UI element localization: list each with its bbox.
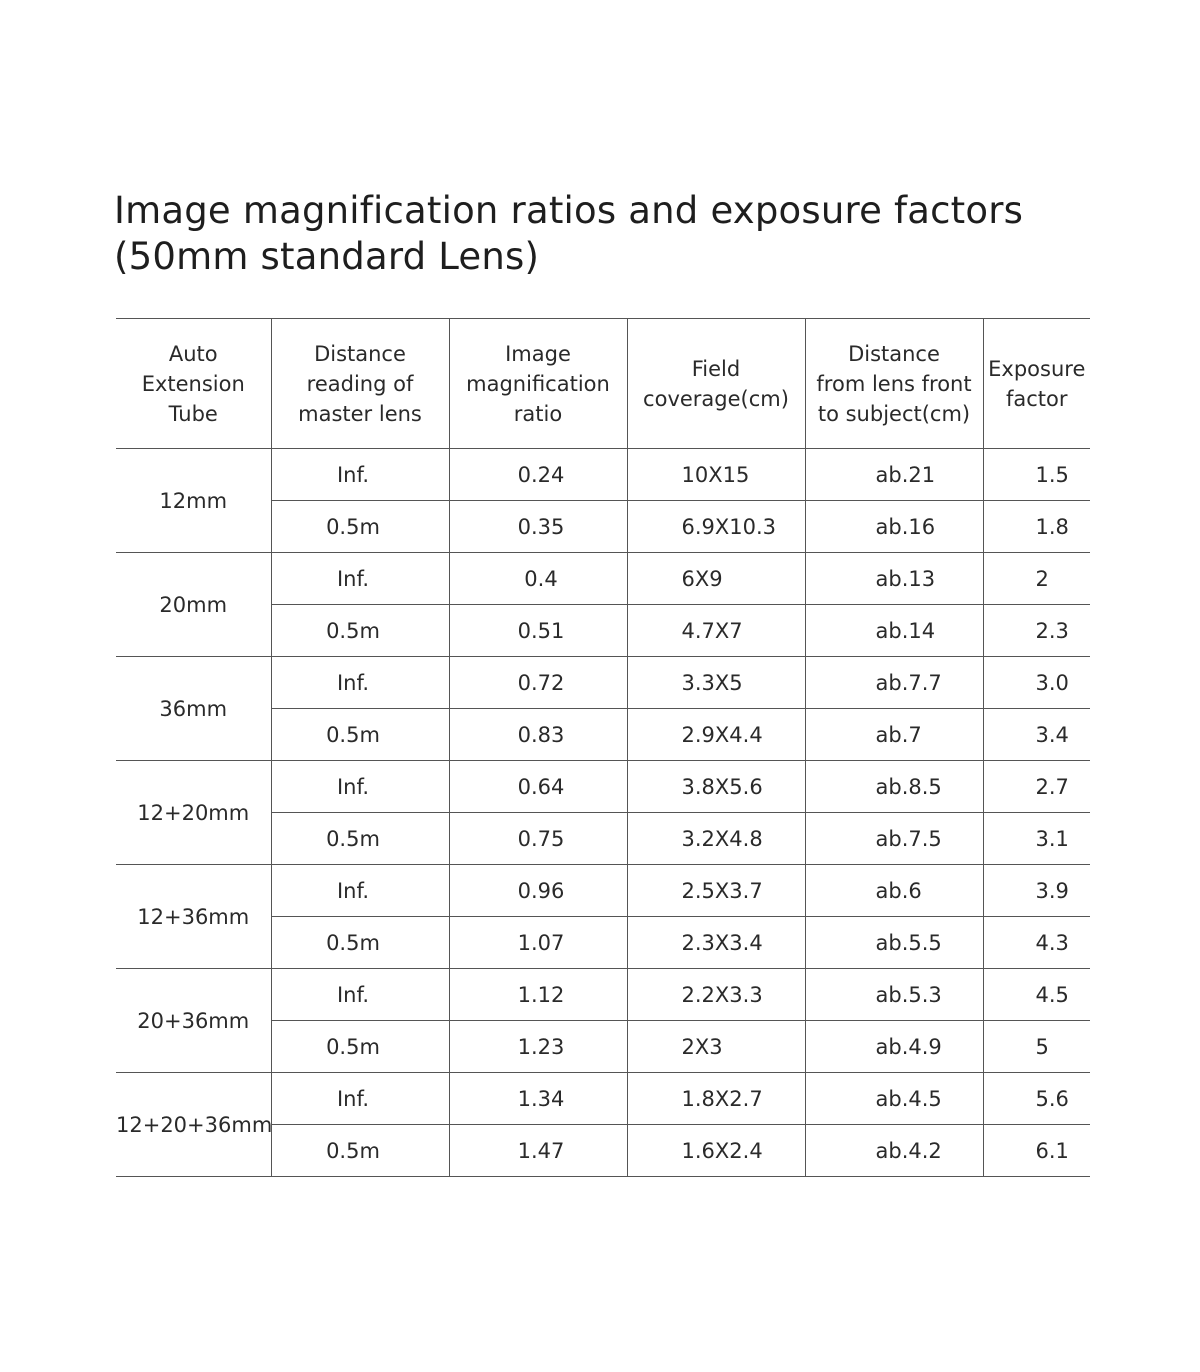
tube-cell: 12+36mm <box>116 865 271 969</box>
field-coverage-cell: 10X15 <box>627 449 805 501</box>
field-coverage-cell: 3.3X5 <box>627 657 805 709</box>
magnification-cell: 0.35 <box>449 501 627 553</box>
magnification-cell: 1.23 <box>449 1021 627 1073</box>
field-coverage-cell: 6.9X10.3 <box>627 501 805 553</box>
exposure-factor-cell: 3.4 <box>983 709 1090 761</box>
magnification-cell: 0.51 <box>449 605 627 657</box>
header-distance-reading <box>271 319 449 449</box>
distance-from-lens-cell: ab.5.5 <box>805 917 983 969</box>
distance-cell: 0.5m <box>271 709 449 761</box>
distance-cell: Inf. <box>271 657 449 709</box>
magnification-cell: 0.72 <box>449 657 627 709</box>
header-line: ratio <box>513 401 563 426</box>
field-coverage-cell: 1.8X2.7 <box>627 1073 805 1125</box>
exposure-factor-cell: 4.5 <box>983 969 1090 1021</box>
exposure-factor-cell: 4.3 <box>983 917 1090 969</box>
distance-cell: 0.5m <box>271 813 449 865</box>
table-row <box>116 553 1090 605</box>
header-line: magnification <box>466 371 610 396</box>
header-line: Extension <box>141 371 245 396</box>
field-coverage-cell: 4.7X7 <box>627 605 805 657</box>
table-row <box>116 969 1090 1021</box>
header-magnification-ratio <box>449 319 627 449</box>
header-auto-extension-tube <box>116 319 271 449</box>
header-line: Exposure <box>988 356 1086 381</box>
field-coverage-cell: 6X9 <box>627 553 805 605</box>
header-exposure-factor <box>983 319 1090 449</box>
field-coverage-cell: 2.2X3.3 <box>627 969 805 1021</box>
header-line: Distance <box>848 341 940 366</box>
distance-from-lens-cell: ab.16 <box>805 501 983 553</box>
distance-from-lens-cell: ab.4.2 <box>805 1125 983 1177</box>
table-row <box>116 1073 1090 1125</box>
exposure-factor-cell: 3.0 <box>983 657 1090 709</box>
table-row <box>116 761 1090 813</box>
header-line: Field <box>691 356 741 381</box>
header-line: to subject(cm) <box>817 401 971 426</box>
exposure-factor-cell: 2.3 <box>983 605 1090 657</box>
title-line-2: (50mm standard Lens) <box>114 235 540 278</box>
header-line: Distance <box>314 341 406 366</box>
field-coverage-cell: 2.9X4.4 <box>627 709 805 761</box>
tube-cell: 12+20+36mm <box>116 1073 271 1177</box>
header-line: Tube <box>168 401 218 426</box>
exposure-factor-cell: 3.9 <box>983 865 1090 917</box>
exposure-factor-cell: 5.6 <box>983 1073 1090 1125</box>
distance-from-lens-cell: ab.7 <box>805 709 983 761</box>
distance-from-lens-cell: ab.4.5 <box>805 1073 983 1125</box>
magnification-cell: 0.75 <box>449 813 627 865</box>
tube-cell: 36mm <box>116 657 271 761</box>
distance-cell: 0.5m <box>271 917 449 969</box>
magnification-cell: 1.34 <box>449 1073 627 1125</box>
distance-cell: Inf. <box>271 761 449 813</box>
tube-cell: 12mm <box>116 449 271 553</box>
distance-from-lens-cell: ab.6 <box>805 865 983 917</box>
header-line: Auto <box>168 341 218 366</box>
table-header <box>116 319 1090 449</box>
distance-from-lens-cell: ab.21 <box>805 449 983 501</box>
magnification-cell: 0.83 <box>449 709 627 761</box>
magnification-cell: 0.96 <box>449 865 627 917</box>
page-title <box>114 188 1023 280</box>
distance-from-lens-cell: ab.7.7 <box>805 657 983 709</box>
magnification-cell: 1.07 <box>449 917 627 969</box>
magnification-cell: 0.24 <box>449 449 627 501</box>
table-body <box>116 449 1090 1177</box>
magnification-table <box>116 318 1090 1177</box>
exposure-factor-cell: 2 <box>983 553 1090 605</box>
exposure-factor-cell: 1.8 <box>983 501 1090 553</box>
header-field-coverage <box>627 319 805 449</box>
title-line-1: Image magnification ratios and exposure factors <box>114 189 1024 232</box>
header-line: reading of <box>306 371 414 396</box>
table-row <box>116 865 1090 917</box>
field-coverage-cell: 3.2X4.8 <box>627 813 805 865</box>
header-line: coverage(cm) <box>643 386 789 411</box>
exposure-factor-cell: 3.1 <box>983 813 1090 865</box>
distance-from-lens-cell: ab.5.3 <box>805 969 983 1021</box>
distance-cell: 0.5m <box>271 1125 449 1177</box>
field-coverage-cell: 2X3 <box>627 1021 805 1073</box>
distance-cell: Inf. <box>271 969 449 1021</box>
distance-from-lens-cell: ab.4.9 <box>805 1021 983 1073</box>
field-coverage-cell: 3.8X5.6 <box>627 761 805 813</box>
magnification-cell: 1.47 <box>449 1125 627 1177</box>
tube-cell: 20+36mm <box>116 969 271 1073</box>
distance-cell: Inf. <box>271 449 449 501</box>
distance-cell: 0.5m <box>271 501 449 553</box>
distance-cell: 0.5m <box>271 605 449 657</box>
distance-cell: Inf. <box>271 553 449 605</box>
header-line: master lens <box>298 401 422 426</box>
distance-from-lens-cell: ab.8.5 <box>805 761 983 813</box>
distance-from-lens-cell: ab.7.5 <box>805 813 983 865</box>
tube-cell: 12+20mm <box>116 761 271 865</box>
header-line: Image <box>505 341 571 366</box>
table-row <box>116 449 1090 501</box>
distance-cell: 0.5m <box>271 1021 449 1073</box>
header-line: from lens front <box>816 371 972 396</box>
field-coverage-cell: 2.3X3.4 <box>627 917 805 969</box>
header-row <box>116 319 1090 449</box>
header-distance-from-lens <box>805 319 983 449</box>
exposure-factor-cell: 2.7 <box>983 761 1090 813</box>
table-row <box>116 657 1090 709</box>
magnification-cell: 0.64 <box>449 761 627 813</box>
magnification-cell: 0.4 <box>449 553 627 605</box>
distance-from-lens-cell: ab.13 <box>805 553 983 605</box>
exposure-factor-cell: 1.5 <box>983 449 1090 501</box>
magnification-cell: 1.12 <box>449 969 627 1021</box>
tube-cell: 20mm <box>116 553 271 657</box>
exposure-factor-cell: 6.1 <box>983 1125 1090 1177</box>
distance-cell: Inf. <box>271 865 449 917</box>
distance-cell: Inf. <box>271 1073 449 1125</box>
distance-from-lens-cell: ab.14 <box>805 605 983 657</box>
exposure-factor-cell: 5 <box>983 1021 1090 1073</box>
header-line: factor <box>1005 386 1068 411</box>
field-coverage-cell: 1.6X2.4 <box>627 1125 805 1177</box>
field-coverage-cell: 2.5X3.7 <box>627 865 805 917</box>
